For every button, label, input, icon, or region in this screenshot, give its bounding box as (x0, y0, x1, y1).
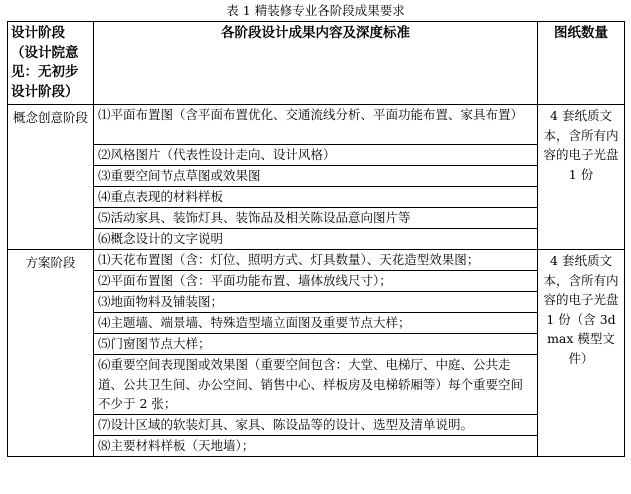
table-row (8, 435, 625, 456)
stage-cell-scheme: 方案阶段 (8, 250, 94, 457)
item-cell: ⑹重要空间表现图或效果图（重要空间包含：大堂、电梯厅、中庭、公共走道、公共卫生间、办公空间、销售中心、样板房及电梯轿厢等）每个重要空间不少于 2 张； (94, 355, 538, 415)
item-cell: ⑸活动家具、装饰灯具、装饰品及相关陈设品意向图片等 (94, 208, 538, 229)
count-cell-concept: 4 套纸质文本，含所有内容的电子光盘 1 份 (538, 105, 625, 250)
count-cell-scheme: 4 套纸质文本，含所有内容的电子光盘 1 份（含 3d max 模型文件） (538, 250, 625, 457)
requirements-table (7, 21, 625, 457)
item-cell: ⑷重点表现的材料样板 (94, 187, 538, 208)
table-row (8, 414, 625, 435)
table-row (8, 105, 625, 145)
item-cell: ⑷主题墙、端景墙、特殊造型墙立面图及重要节点大样； (94, 313, 538, 334)
stage-cell-concept: 概念创意阶段 (8, 105, 94, 250)
item-cell: ⑹概念设计的文字说明 (94, 229, 538, 250)
table-row (8, 334, 625, 355)
table-row (8, 355, 625, 415)
table-caption: 表 1 精装修专业各阶段成果要求 (226, 3, 405, 18)
header-content: 各阶段设计成果内容及深度标准 (94, 22, 538, 105)
item-cell: ⑸门窗图节点大样； (94, 334, 538, 355)
item-cell: ⑴天花布置图（含：灯位、照明方式、灯具数量）、天花造型效果图； (94, 250, 538, 271)
table-row (8, 145, 625, 166)
table-row (8, 229, 625, 250)
table-row (8, 271, 625, 292)
header-row (8, 22, 625, 105)
item-cell: ⑻主要材料样板（天地墙）； (94, 435, 538, 456)
table-row (8, 250, 625, 271)
header-count: 图纸数量 (538, 22, 625, 105)
table-row (8, 208, 625, 229)
table-row (8, 313, 625, 334)
table-row (8, 292, 625, 313)
item-cell: ⑺设计区域的软装灯具、家具、陈设品等的设计、选型及清单说明。 (94, 414, 538, 435)
table-row (8, 166, 625, 187)
item-cell: ⑵平面布置图（含：平面功能布置、墙体放线尺寸）； (94, 271, 538, 292)
header-stage: 设计阶段（设计院意见：无初步设计阶段） (8, 22, 94, 105)
table-row (8, 187, 625, 208)
item-cell: ⑴平面布置图（含平面布置优化、交通流线分析、平面功能布置、家具布置） (94, 105, 538, 145)
item-cell: ⑶重要空间节点草图或效果图 (94, 166, 538, 187)
item-cell: ⑵风格图片（代表性设计走向、设计风格） (94, 145, 538, 166)
item-cell: ⑶地面物料及铺装图； (94, 292, 538, 313)
